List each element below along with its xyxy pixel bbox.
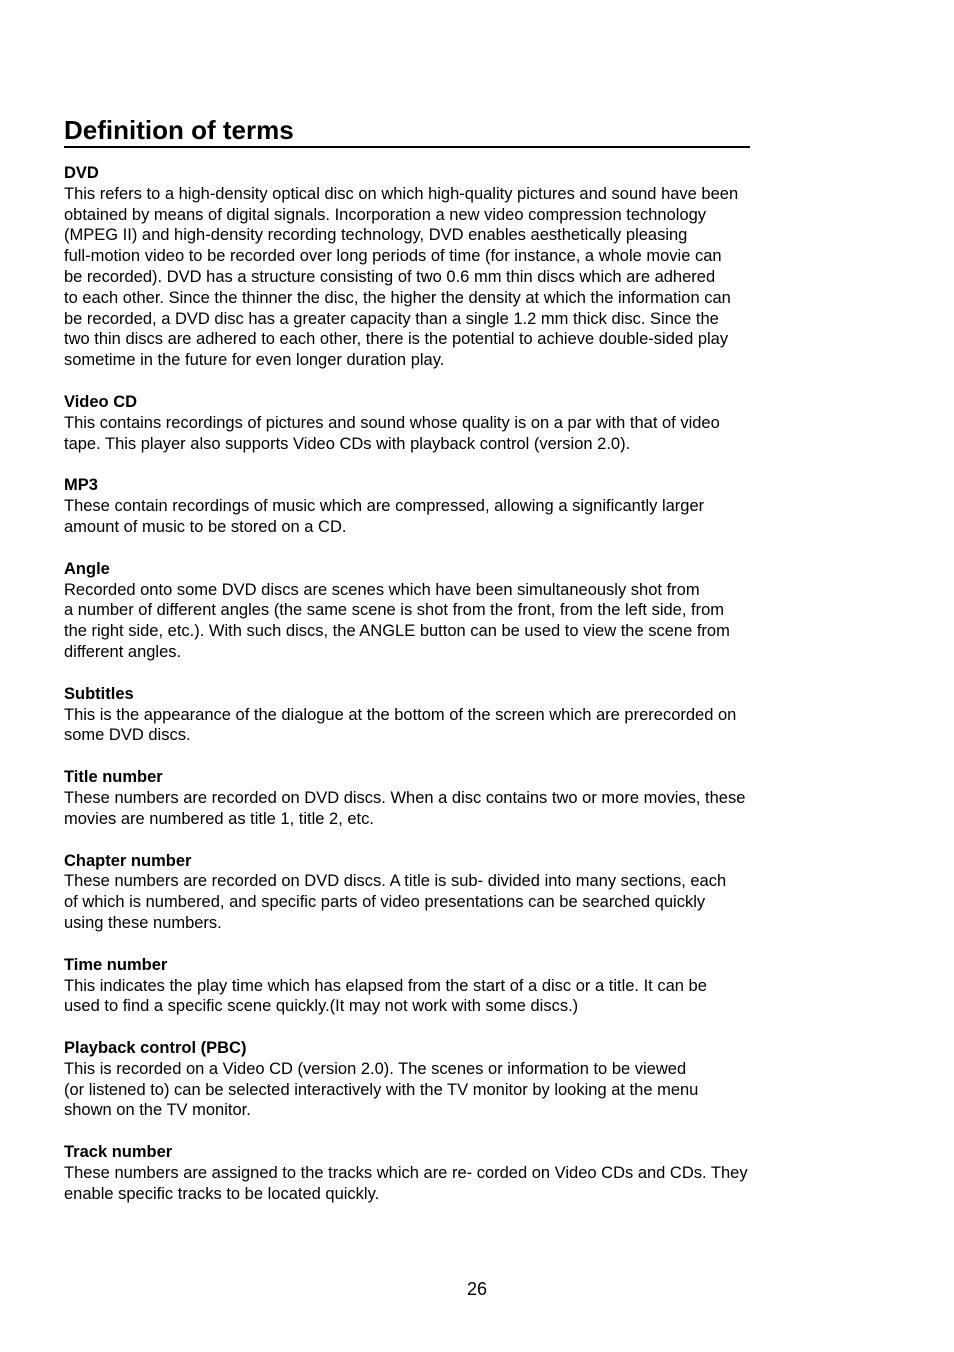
term-subtitles	[64, 684, 834, 746]
term-heading: Subtitles	[64, 684, 134, 703]
definition-line: of which is numbered, and specific parts of video presentations can be searched quickly	[64, 893, 706, 912]
definition-line: different angles.	[64, 642, 182, 661]
term-title-number	[64, 767, 834, 829]
term-definition	[64, 871, 834, 933]
term-heading: Video CD	[64, 392, 138, 411]
definition-line: used to find a specific scene quickly.(It may not work with some discs.)	[64, 997, 579, 1016]
page-number: 26	[466, 1279, 488, 1299]
definition-line: Recorded onto some DVD discs are scenes which have been simultaneously shot from	[64, 580, 700, 599]
term-heading: Track number	[64, 1143, 173, 1162]
term-chapter-number	[64, 851, 834, 934]
term-heading: Angle	[64, 559, 110, 578]
term-definition	[64, 705, 834, 747]
definition-line: amount of music to be stored on a CD.	[64, 517, 347, 536]
term-definition	[64, 413, 834, 455]
definition-line: two thin discs are adhered to each other, there is the potential to achieve double-sided play	[64, 330, 729, 349]
term-video-cd	[64, 392, 834, 454]
term-definition	[64, 788, 834, 830]
definition-line: to each other. Since the thinner the disc, the higher the density at which the information can	[64, 288, 731, 307]
definition-line: obtained by means of digital signals. Incorporation a new video compression technology	[64, 205, 707, 224]
definition-line: These numbers are assigned to the tracks which are re- corded on Video CDs and CDs. They	[64, 1164, 748, 1183]
definition-line: These numbers are recorded on DVD discs. When a disc contains two or more movies, these	[64, 788, 746, 807]
term-heading: Title number	[64, 768, 163, 787]
definition-line: using these numbers.	[64, 913, 222, 932]
definition-line: enable specific tracks to be located quickly.	[64, 1184, 380, 1203]
definition-line: full-motion video to be recorded over long periods of time (for instance, a whole movie can	[64, 247, 722, 266]
definition-line: These numbers are recorded on DVD discs. A title is sub- divided into many sections, each	[64, 872, 727, 891]
definition-line: be recorded, a DVD disc has a greater capacity than a single 1.2 mm thick disc. Since the	[64, 309, 719, 328]
definition-line: These contain recordings of music which are compressed, allowing a significantly larger	[64, 497, 705, 516]
definition-line: some DVD discs.	[64, 726, 191, 745]
definition-line: the right side, etc.). With such discs, the ANGLE button can be used to view the scene from	[64, 622, 730, 641]
term-track-number	[64, 1142, 834, 1204]
definition-line: a number of different angles (the same scene is shot from the front, from the left side, from	[64, 601, 725, 620]
definition-line: be recorded). DVD has a structure consisting of two 0.6 mm thin discs which are adhered	[64, 267, 716, 286]
term-heading: DVD	[64, 164, 99, 182]
term-definition	[64, 1163, 834, 1205]
term-heading: Playback control (PBC)	[64, 1039, 247, 1058]
term-definition	[64, 976, 834, 1018]
definition-line: This contains recordings of pictures and sound whose quality is on a par with that of video	[64, 413, 720, 432]
term-definition	[64, 496, 834, 538]
definition-line: This is the appearance of the dialogue at the bottom of the screen which are prerecorded on	[64, 705, 737, 724]
term-definition	[64, 184, 834, 371]
term-definition	[64, 1059, 834, 1121]
definition-line: sometime in the future for even longer duration play.	[64, 351, 445, 370]
definition-line: This refers to a high-density optical disc on which high-quality pictures and sound have been	[64, 184, 739, 203]
term-dvd	[64, 163, 834, 371]
definition-line: This indicates the play time which has elapsed from the start of a disc or a title. It can be	[64, 976, 707, 995]
term-definition	[64, 580, 834, 663]
term-angle	[64, 559, 834, 663]
page-title: Definition of terms	[64, 114, 750, 148]
definition-line: tape. This player also supports Video CDs with playback control (version 2.0).	[64, 434, 631, 453]
definition-line: movies are numbered as title 1, title 2, etc.	[64, 809, 374, 828]
term-playback-control	[64, 1038, 834, 1121]
definition-line: (MPEG II) and high-density recording technology, DVD enables aesthetically pleasing	[64, 226, 688, 245]
term-mp3	[64, 475, 834, 537]
definition-line: shown on the TV monitor.	[64, 1101, 251, 1120]
definition-line: (or listened to) can be selected interactively with the TV monitor by looking at the menu	[64, 1080, 699, 1099]
definition-line: This is recorded on a Video CD (version 2.0). The scenes or information to be viewed	[64, 1059, 687, 1078]
term-time-number	[64, 955, 834, 1017]
term-heading: Time number	[64, 955, 168, 974]
term-heading: MP3	[64, 476, 98, 495]
terms-list	[64, 163, 834, 1226]
term-heading: Chapter number	[64, 851, 192, 870]
